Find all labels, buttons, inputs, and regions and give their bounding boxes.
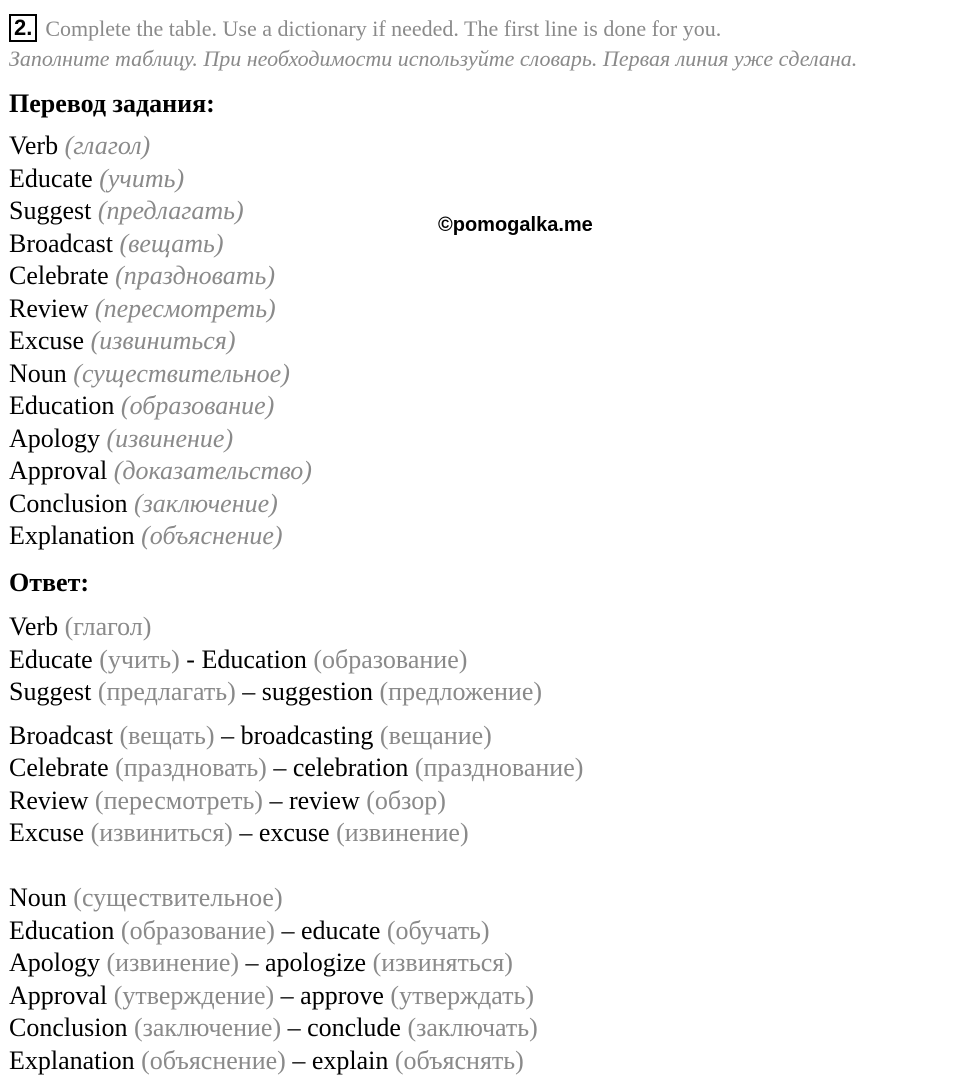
gloss: (вещать) — [119, 720, 215, 750]
gloss: (заключение) — [133, 488, 278, 518]
word: Approval — [9, 456, 108, 485]
derived-word: apologize — [265, 948, 367, 977]
word: Verb — [9, 612, 59, 641]
derived-gloss: (извиняться) — [372, 948, 513, 977]
gloss: (пересмотреть) — [94, 785, 263, 815]
row-gap — [9, 709, 583, 720]
answer-row — [9, 817, 583, 850]
word: Review — [9, 293, 89, 323]
word: Suggest — [9, 196, 92, 225]
word: Suggest — [9, 677, 92, 706]
word: Apology — [9, 948, 100, 977]
word: Noun — [9, 883, 67, 912]
translation-row — [9, 488, 312, 521]
derived-gloss: (заключать) — [407, 1013, 538, 1042]
answer-row — [9, 947, 583, 980]
gloss: (извинение) — [106, 948, 240, 977]
separator: – — [232, 818, 259, 847]
word: Explanation — [9, 521, 135, 550]
answer-row — [9, 1012, 583, 1045]
gloss: (доказательство) — [113, 456, 312, 485]
gloss: (образование) — [120, 391, 275, 420]
word: Verb — [9, 131, 59, 160]
derived-word: conclude — [307, 1013, 401, 1042]
gloss: (объяснение) — [141, 521, 283, 550]
translation-row — [9, 293, 312, 326]
derived-gloss: (утверждать) — [390, 980, 535, 1010]
derived-gloss: (объяснять) — [394, 1045, 524, 1075]
word: Review — [9, 785, 89, 815]
separator: – — [281, 1013, 308, 1042]
task-instruction-ru: Заполните таблицу. При необходимости используйте словарь. Первая линия уже сделана. — [9, 46, 858, 71]
gloss: (предлагать) — [97, 196, 244, 225]
answer-heading: Ответ: — [9, 568, 90, 597]
word: Educate — [9, 644, 93, 674]
gloss: (глагол) — [64, 612, 152, 641]
translation-row — [9, 358, 312, 391]
answer-row — [9, 1045, 583, 1078]
gloss: (существительное) — [73, 358, 290, 388]
word: Noun — [9, 358, 67, 388]
word: Celebrate — [9, 261, 109, 290]
gloss: (образование) — [120, 915, 275, 945]
translation-row — [9, 260, 312, 293]
answer-row — [9, 752, 583, 785]
derived-word: educate — [300, 915, 381, 945]
word: Educate — [9, 163, 93, 193]
derived-word: excuse — [258, 818, 330, 847]
gloss: (извиниться) — [90, 818, 233, 847]
separator: – — [274, 980, 301, 1010]
derived-word: Education — [201, 644, 307, 674]
derived-word: approve — [300, 980, 384, 1010]
word: Conclusion — [9, 1013, 128, 1042]
section-spacer — [9, 850, 583, 883]
translation-row — [9, 228, 312, 261]
separator: – — [285, 1045, 312, 1075]
gloss: (предлагать) — [97, 677, 236, 706]
derived-word: suggestion — [261, 677, 373, 706]
derived-gloss: (обзор) — [366, 785, 446, 815]
derived-word: celebration — [292, 753, 409, 782]
word: Broadcast — [9, 720, 113, 750]
derived-word: review — [288, 785, 360, 815]
separator: – — [239, 948, 266, 977]
separator: - — [179, 644, 202, 674]
word: Broadcast — [9, 228, 113, 258]
gloss: (объяснение) — [141, 1045, 286, 1075]
answer-row — [9, 785, 583, 818]
derived-gloss: (празднование) — [414, 753, 584, 782]
word: Education — [9, 391, 115, 420]
answer-row — [9, 720, 583, 753]
word: Celebrate — [9, 753, 109, 782]
translation-row — [9, 520, 312, 553]
task-number-box: 2. — [9, 14, 37, 42]
gloss: (заключение) — [133, 1013, 282, 1042]
separator: – — [235, 677, 262, 706]
translation-row — [9, 423, 312, 456]
answer-row — [9, 915, 583, 948]
translation-row — [9, 455, 312, 488]
gloss: (учить) — [99, 644, 180, 674]
answer-row — [9, 980, 583, 1013]
watermark: ©pomogalka.me — [438, 214, 593, 236]
translation-heading: Перевод задания: — [9, 89, 215, 118]
derived-word: explain — [311, 1045, 389, 1075]
gloss: (учить) — [99, 163, 185, 193]
gloss: (утверждение) — [113, 980, 275, 1010]
derived-gloss: (извинение) — [336, 818, 469, 847]
translation-list — [9, 130, 312, 553]
word: Approval — [9, 980, 108, 1010]
task-instruction-en — [9, 14, 721, 44]
separator: – — [262, 785, 289, 815]
derived-gloss: (вещание) — [379, 720, 492, 750]
answer-list — [9, 611, 583, 1077]
translation-row — [9, 390, 312, 423]
answer-noun-header — [9, 882, 583, 915]
gloss: (извинение) — [106, 423, 234, 453]
separator: – — [274, 915, 301, 945]
gloss: (вещать) — [119, 228, 224, 258]
word: Conclusion — [9, 488, 128, 518]
derived-gloss: (предложение) — [379, 677, 543, 706]
separator: – — [266, 753, 293, 782]
gloss: (глагол) — [64, 131, 151, 160]
gloss: (праздновать) — [115, 753, 267, 782]
derived-gloss: (образование) — [313, 644, 468, 674]
word: Excuse — [9, 818, 85, 847]
instruction-en-text: Complete the table. Use a dictionary if needed. The first line is done for you. — [45, 16, 722, 41]
answer-row — [9, 644, 583, 677]
translation-row — [9, 325, 312, 358]
word: Apology — [9, 423, 100, 453]
separator: – — [214, 720, 241, 750]
translation-row — [9, 195, 312, 228]
word: Education — [9, 915, 115, 945]
gloss: (праздновать) — [115, 261, 275, 290]
gloss: (пересмотреть) — [94, 293, 276, 323]
gloss: (существительное) — [73, 883, 283, 912]
translation-row — [9, 163, 312, 196]
derived-gloss: (обучать) — [386, 915, 490, 945]
word: Excuse — [9, 326, 85, 355]
translation-row — [9, 130, 312, 163]
answer-verb-header — [9, 611, 583, 644]
word: Explanation — [9, 1045, 135, 1075]
answer-row — [9, 676, 583, 709]
derived-word: broadcasting — [240, 720, 374, 750]
gloss: (извиниться) — [90, 326, 236, 355]
